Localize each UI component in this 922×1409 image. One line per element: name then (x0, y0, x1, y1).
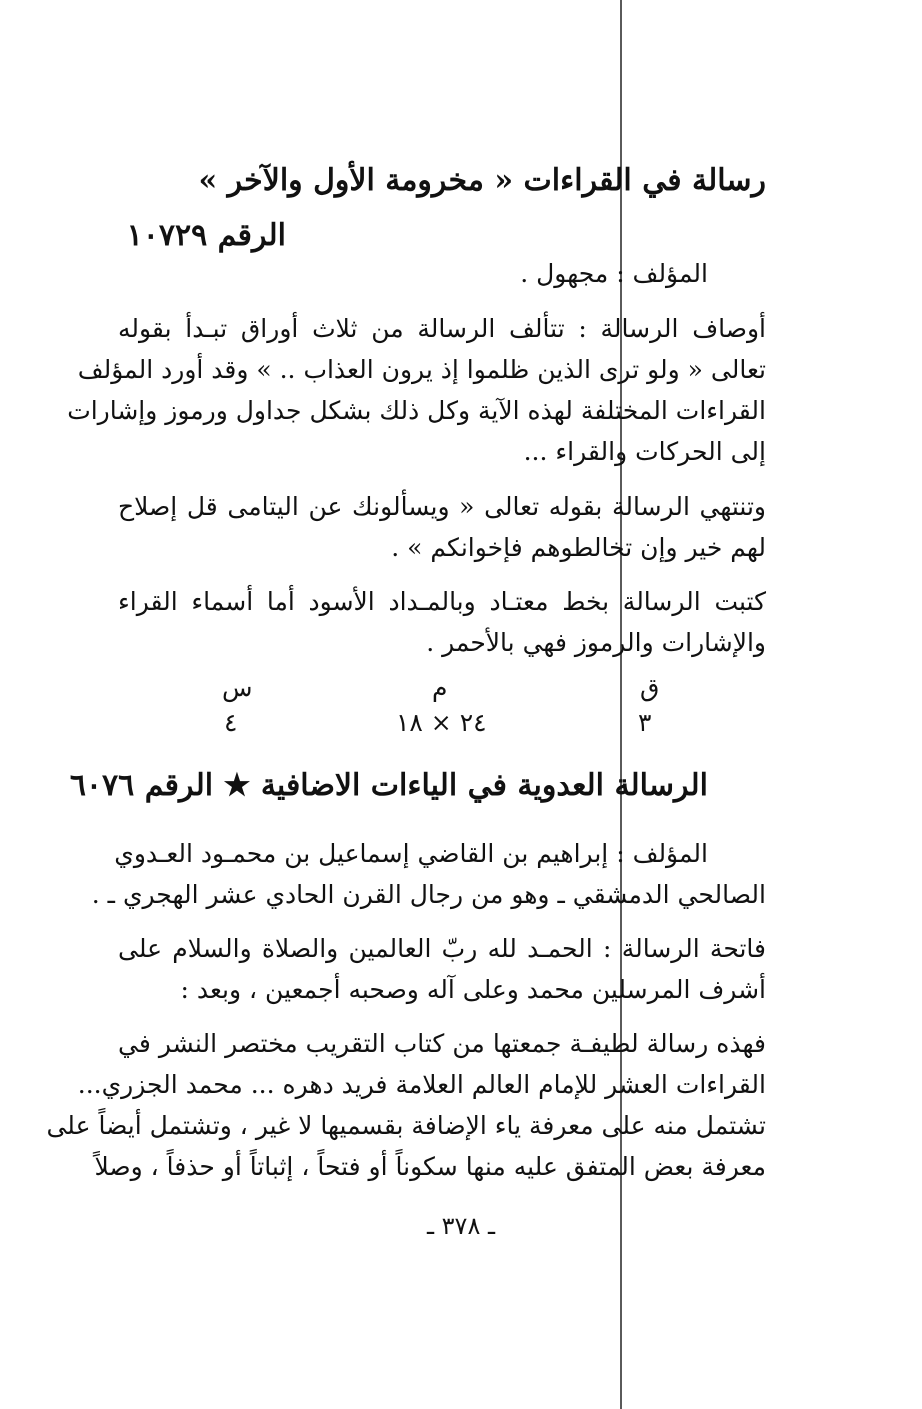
scan-fold-line (620, 0, 622, 1409)
section1-ending-line-1: وتنتهي الرسالة بقوله تعالى « ويسألونك عن اليتامى قل إصلاح (118, 492, 766, 521)
section2-opening-line-1: فاتحة الرسالة : الحمـد لله ربّ العالمين والصلاة والسلام على (118, 934, 766, 963)
page-number: ـ ٣٧٨ ـ (426, 1212, 495, 1240)
spec-value-size: ٢٤ × ١٨ (396, 708, 487, 737)
section1-description-line-4: إلى الحركات والقراء ... (523, 437, 766, 466)
section1-script-line-2: والإشارات والرموز فهي بالأحمر . (426, 628, 766, 657)
spec-label-size: م (432, 673, 448, 702)
section1-number: الرقم ١٠٧٢٩ (126, 218, 286, 253)
section2-body-line-4: معرفة بعض المتفق عليه منها سكوناً أو فتحاً ، إثباتاً أو حذفاً ، وصلاً (94, 1152, 766, 1181)
spec-label-lines: س (222, 673, 253, 702)
section1-ending-line-2: لهم خير وإن تخالطوهم فإخوانكم » . (391, 533, 766, 562)
spec-value-pages: ٣ (638, 708, 652, 737)
section1-title: رسالة في القراءات « مخرومة الأول والآخر » (198, 163, 766, 198)
section1-script-line-1: كتبت الرسالة بخط معتـاد وبالمـداد الأسود أما أسماء القراء (118, 587, 766, 616)
section2-opening-line-2: أشرف المرسلين محمد وعلى آله وصحبه أجمعين ، وبعد : (180, 975, 766, 1004)
section2-body-line-1: فهذه رسالة لطيفـة جمعتها من كتاب التقريب مختصر النشر في (118, 1029, 766, 1058)
spec-value-lines: ٤ (224, 708, 238, 737)
spec-label-pages: ق (640, 673, 660, 702)
section2-author-line-1: المؤلف : إبراهيم بن القاضي إسماعيل بن محمـود العـدوي (114, 839, 708, 868)
section2-body-line-2: القراءات العشر للإمام العالم العلامة فريد دهره ... محمد الجزري... (77, 1070, 766, 1099)
section1-description-line-3: القراءات المختلفة لهذه الآية وكل ذلك بشكل جداول ورموز وإشارات (67, 396, 766, 425)
section1-description-line-2: تعالى « ولو ترى الذين ظلموا إذ يرون العذاب .. » وقد أورد المؤلف (77, 355, 766, 384)
section1-author: المؤلف : مجهول . (520, 259, 708, 288)
section1-description-line-1: أوصاف الرسالة : تتألف الرسالة من ثلاث أوراق تبـدأ بقوله (118, 314, 766, 343)
section2-heading: الرسالة العدوية في الياءات الاضافية ★ الرقم ٦٠٧٦ (69, 768, 708, 803)
section2-author-line-2: الصالحي الدمشقي ـ وهو من رجال القرن الحادي عشر الهجري ـ . (91, 880, 766, 909)
section2-body-line-3: تشتمل منه على معرفة ياء الإضافة بقسميها لا غير ، وتشتمل أيضاً على (46, 1111, 766, 1140)
